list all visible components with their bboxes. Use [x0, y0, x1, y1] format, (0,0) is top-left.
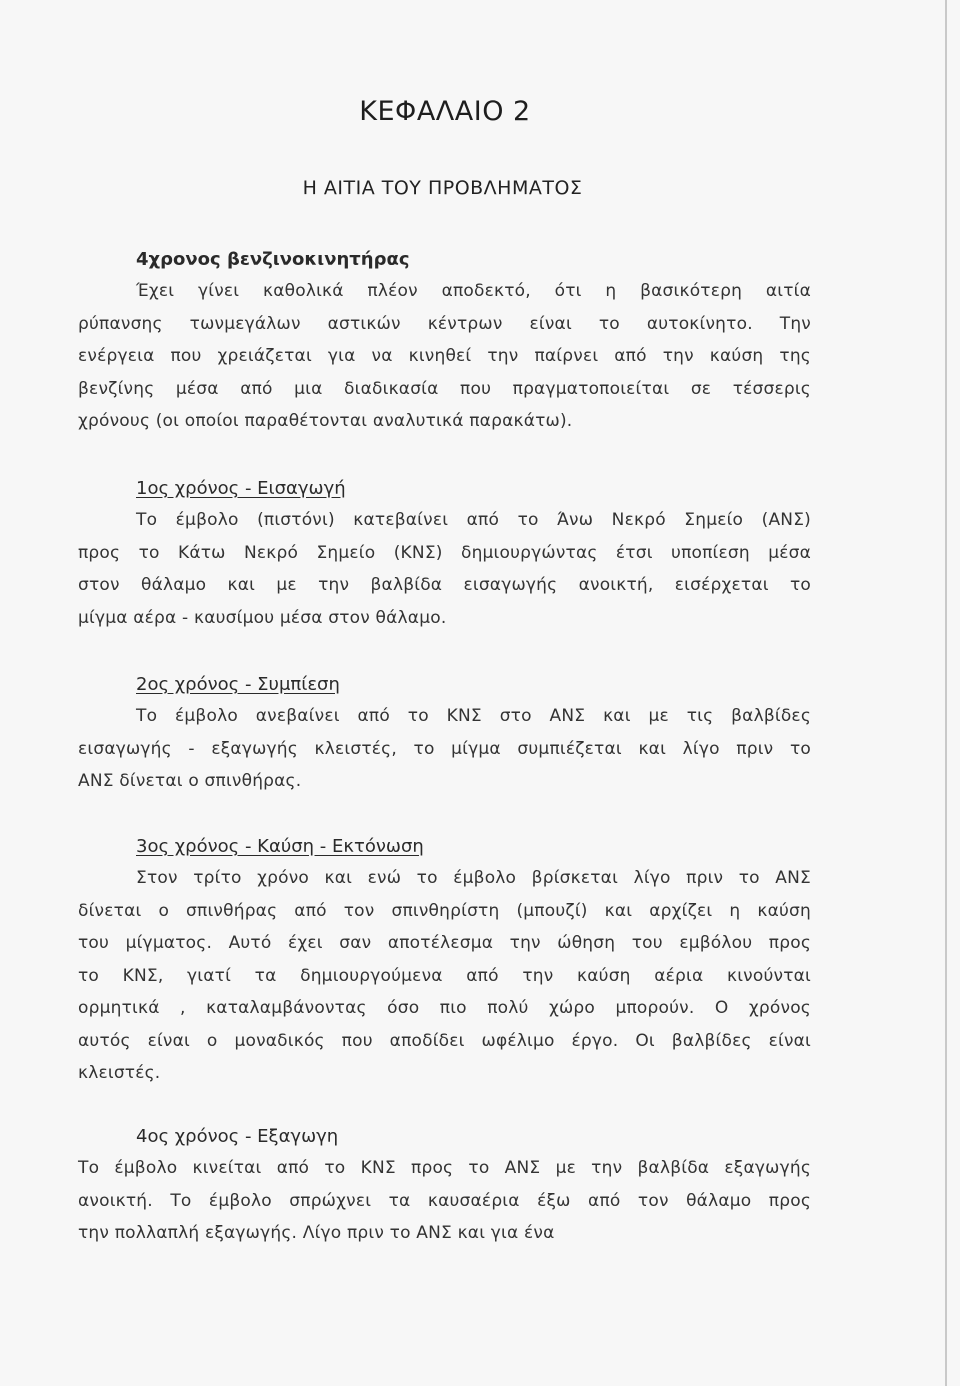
section-heading-text: 3ος χρόνος - Καύση - Εκτόνωση: [136, 836, 424, 857]
paragraph-line: χρόνους (οι οποίοι παραθέτονται αναλυτικά παρακάτω).: [78, 411, 573, 431]
section-heading: 4χρονος βενζινοκινητήρας: [136, 249, 410, 270]
paragraph-line: κλειστές.: [78, 1063, 161, 1083]
section-heading-text: 2ος χρόνος - Συμπίεση: [136, 674, 340, 695]
section-heading: [78, 473, 811, 504]
paragraph-line: δίνεται ο σπινθήρας από τον σπινθηρίστη (μπουζί) και αρχίζει η καύση: [78, 900, 811, 921]
intro-section: [78, 244, 811, 438]
section-heading-text: 1ος χρόνος - Εισαγωγή: [136, 478, 346, 499]
paragraph-line: Το έμβολο ανεβαίνει από το ΚΝΣ στο ΑΝΣ και με τις βαλβίδες: [136, 706, 811, 726]
section-heading: [78, 831, 811, 862]
paragraph-line: Έχει γίνει καθολικά πλέον αποδεκτό, ότι η βασικότερη αιτία: [136, 281, 811, 301]
section-heading: [78, 669, 811, 700]
paragraph-line: στον θάλαμο και με την βαλβίδα εισαγωγής ανοικτή, εισέρχεται το: [78, 575, 811, 595]
stroke-section-3: [78, 831, 811, 1090]
stroke-section-4: [78, 1121, 811, 1250]
paragraph-line: ορμητικά , καταλαμβάνοντας όσο πιο πολύ χώρο μπορούν. Ο χρόνος: [78, 998, 811, 1018]
paragraph-line: μίγμα αέρα - καυσίμου μέσα στον θάλαμο.: [78, 607, 447, 628]
stroke-section-1: [78, 473, 811, 634]
paragraph-line: αυτός είναι ο μοναδικός που αποδίδει ωφέλιμο έργο. Οι βαλβίδες είναι: [78, 1030, 811, 1051]
stroke-section-2: [78, 669, 811, 798]
paragraph-line: Το έμβολο (πιστόνι) κατεβαίνει από το Άνω Νεκρό Σημείο (ΑΝΣ): [136, 510, 811, 530]
paragraph-line: εισαγωγής - εξαγωγής κλειστές, το μίγμα συμπιέζεται και λίγο πριν το: [78, 738, 811, 759]
paragraph-line: το ΚΝΣ, γιατί τα δημιουργούμενα από την καύση αέρια κινούνται: [78, 965, 811, 986]
paragraph-line: ενέργεια που χρειάζεται για να κινηθεί την παίρνει από την καύση της: [78, 346, 811, 366]
chapter-title: ΚΕΦΑΛΑΙΟ 2: [359, 96, 531, 127]
paragraph-line: Το έμβολο κινείται από το ΚΝΣ προς το ΑΝΣ με την βαλβίδα εξαγωγής: [78, 1158, 811, 1178]
section-heading: 4ος χρόνος - Εξαγωγη: [136, 1126, 339, 1147]
paragraph-line: βενζίνης μέσα από μια διαδικασία που πραγματοποιείται σε τέσσερις: [78, 378, 811, 399]
paragraph-line: του μίγματος. Αυτό έχει σαν αποτέλεσμα την ώθηση του εμβόλου προς: [78, 933, 811, 953]
page-edge-line: [945, 0, 947, 1386]
paragraph-line: ανοικτή. Το έμβολο σπρώχνει τα καυσαέρια έξω από τον θάλαμο προς: [78, 1190, 811, 1211]
paragraph-line: προς το Κάτω Νεκρό Σημείο (ΚΝΣ) δημιουργώντας έτσι υποπίεση μέσα: [78, 542, 811, 563]
paragraph-line: ΑΝΣ δίνεται ο σπινθήρας.: [78, 771, 302, 791]
paragraph-line: την πολλαπλή εξαγωγής. Λίγο πριν το ΑΝΣ και για ένα: [78, 1223, 555, 1243]
paragraph-line: Στον τρίτο χρόνο και ενώ το έμβολο βρίσκεται λίγο πριν το ΑΝΣ: [136, 868, 811, 888]
chapter-subtitle: Η ΑΙΤΙΑ ΤΟΥ ΠΡΟΒΛΗΜΑΤΟΣ: [302, 177, 583, 199]
paragraph-line: ρύπανσης τωνμεγάλων αστικών κέντρων είναι το αυτοκίνητο. Την: [78, 313, 811, 334]
